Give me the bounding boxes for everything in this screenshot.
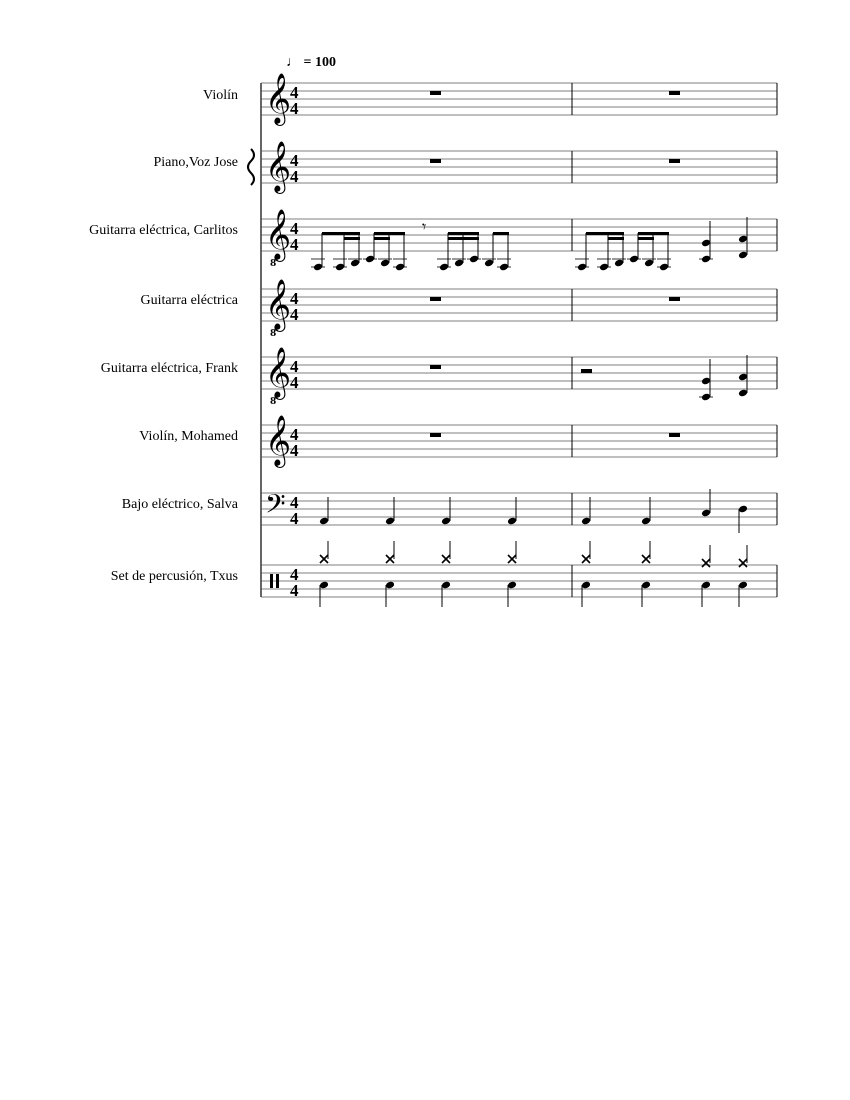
half-rest <box>581 369 592 373</box>
treble-clef-icon: 𝄞 <box>265 279 292 330</box>
beam <box>638 232 669 235</box>
time-signature-denominator: 4 <box>290 167 299 186</box>
octave-marker-8: 8 <box>270 329 277 339</box>
whole-rest <box>430 159 441 163</box>
beam-16th <box>374 237 390 240</box>
time-signature-numerator: 4 <box>290 357 299 376</box>
beam-16th <box>448 237 479 240</box>
octave-marker-8: 8 <box>270 397 277 407</box>
staff-label-drums-txus: Set de percusión, Txus <box>110 569 238 584</box>
staff-label-violin-mohamed: Violín, Mohamed <box>139 429 238 444</box>
whole-rest <box>430 297 441 301</box>
cymbal-x-notehead <box>642 555 650 563</box>
percussion-clef-icon <box>276 574 279 588</box>
bass-clef-icon: 𝄢 <box>265 488 286 526</box>
cymbal-x-notehead <box>508 555 516 563</box>
time-signature-denominator: 4 <box>290 509 299 528</box>
whole-rest <box>430 433 441 437</box>
time-signature-numerator: 4 <box>290 493 299 512</box>
cymbal-x-notehead <box>582 555 590 563</box>
cymbal-x-notehead <box>739 559 747 567</box>
beam <box>322 232 360 235</box>
time-signature-numerator: 4 <box>290 219 299 238</box>
time-signature-numerator: 4 <box>290 289 299 308</box>
whole-rest <box>430 91 441 95</box>
time-signature-numerator: 4 <box>290 425 299 444</box>
time-signature-numerator: 4 <box>290 83 299 102</box>
beam <box>448 232 479 235</box>
staff-label-guitar-frank: Guitarra eléctrica, Frank <box>100 361 238 376</box>
cymbal-x-notehead <box>320 555 328 563</box>
percussion-clef-icon <box>270 574 273 588</box>
time-signature-denominator: 4 <box>290 99 299 118</box>
beam <box>586 232 624 235</box>
staff-label-violin: Violín <box>203 88 238 103</box>
time-signature-numerator: 4 <box>290 565 299 584</box>
time-signature-denominator: 4 <box>290 441 299 460</box>
time-signature-denominator: 4 <box>290 305 299 324</box>
time-signature-denominator: 4 <box>290 581 299 600</box>
cymbal-x-notehead <box>702 559 710 567</box>
treble-clef-icon: 𝄞 <box>265 209 292 260</box>
eighth-rest: 𝄾 <box>422 217 427 236</box>
octave-marker-8: 8 <box>270 259 277 269</box>
staff-label-guitar-carlitos: Guitarra eléctrica, Carlitos <box>89 223 238 238</box>
time-signature-denominator: 4 <box>290 235 299 254</box>
beam-16th <box>638 237 654 240</box>
beam <box>374 232 405 235</box>
treble-clef-icon: 𝄞 <box>265 347 292 398</box>
staff-label-guitar: Guitarra eléctrica <box>140 293 238 308</box>
tempo-value: = 100 <box>303 55 336 70</box>
treble-clef-icon: 𝄞 <box>265 415 292 466</box>
whole-rest <box>430 365 441 369</box>
time-signature-denominator: 4 <box>290 373 299 392</box>
time-signature-numerator: 4 <box>290 151 299 170</box>
whole-rest <box>669 433 680 437</box>
whole-rest <box>669 297 680 301</box>
beam <box>493 232 509 235</box>
cymbal-x-notehead <box>386 555 394 563</box>
whole-rest <box>669 91 680 95</box>
beam-16th <box>344 237 360 240</box>
quarter-note-icon: ♩ <box>286 55 300 70</box>
cymbal-x-notehead <box>442 555 450 563</box>
beam-16th <box>608 237 624 240</box>
whole-rest <box>669 159 680 163</box>
piano-brace-icon <box>248 149 254 185</box>
treble-clef-icon: 𝄞 <box>265 73 292 124</box>
staff-label-piano-voz: Piano,Voz Jose <box>153 155 238 170</box>
staff-label-bass-salva: Bajo eléctrico, Salva <box>121 497 238 512</box>
treble-clef-icon: 𝄞 <box>265 141 292 192</box>
